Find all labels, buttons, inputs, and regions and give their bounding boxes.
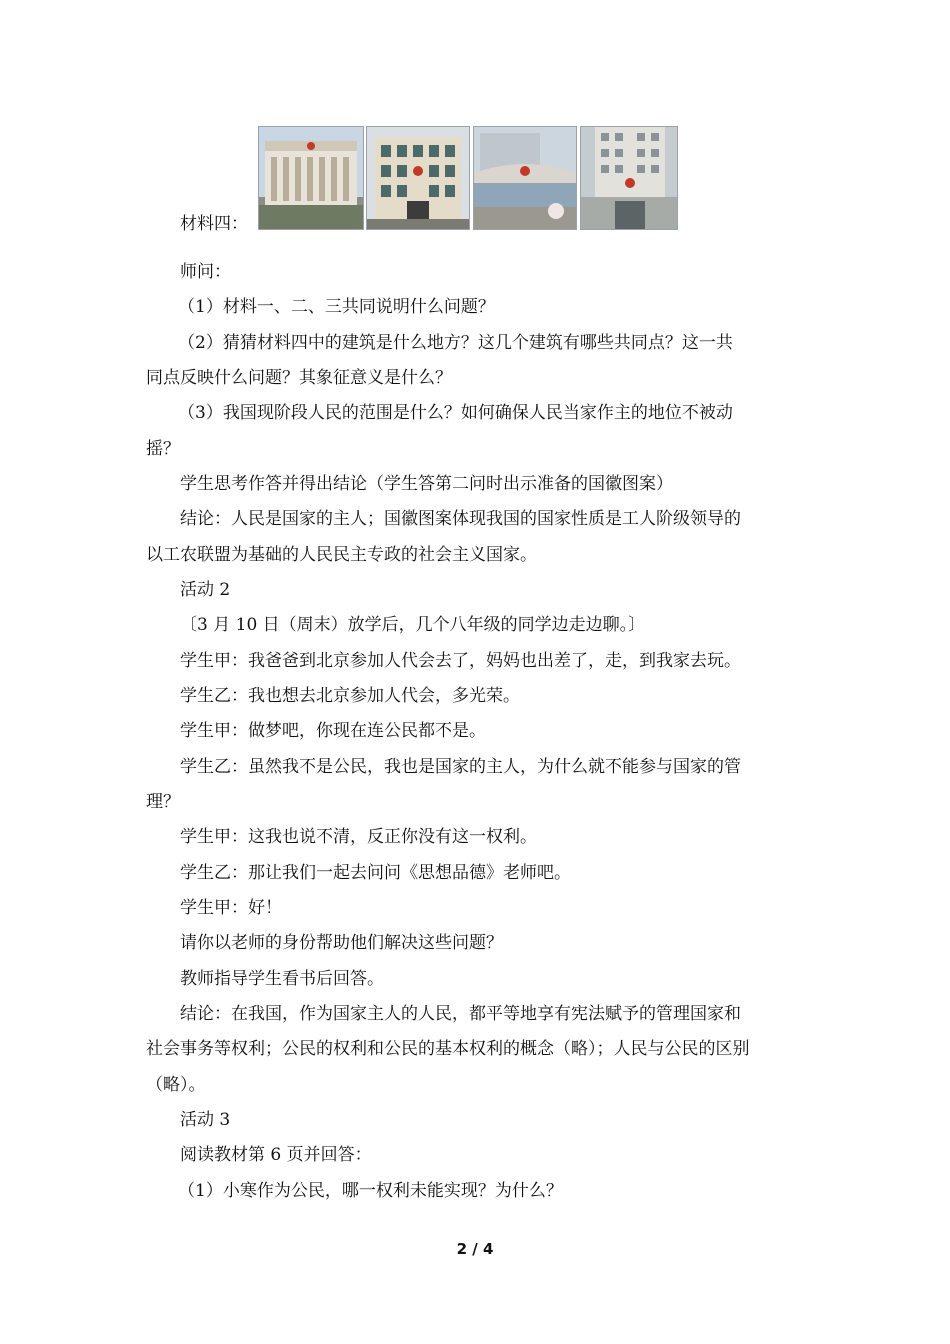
dialogue-line-cont: 理？: [146, 792, 180, 812]
question-2-line-1: （2）猜猜材料四中的建筑是什么地方？这几个建筑有哪些共同点？这一共: [178, 333, 733, 353]
dialogue-line: 学生乙：我也想去北京参加人代会，多光荣。: [180, 686, 520, 706]
task-prompt: 请你以老师的身份帮助他们解决这些问题？: [180, 933, 503, 953]
dialogue-line: 学生甲：我爸爸到北京参加人代会去了，妈妈也出差了，走，到我家去玩。: [180, 651, 741, 671]
conclusion-1-line-1: 结论：人民是国家的主人；国徽图案体现我国的国家性质是工人阶级领导的: [180, 509, 741, 529]
conclusion-1-line-2: 以工农联盟为基础的人民民主专政的社会主义国家。: [146, 545, 537, 565]
reading-instruction: 阅读教材第 6 页并回答：: [180, 1145, 372, 1165]
dialogue-line: 学生甲：做梦吧，你现在连公民都不是。: [180, 721, 486, 741]
conclusion-2-line-2: 社会事务等权利；公民的权利和公民的基本权利的概念（略）；人民与公民的区别: [146, 1039, 750, 1059]
dialogue-line: 学生乙：虽然我不是公民，我也是国家的主人，为什么就不能参与国家的管: [180, 757, 741, 777]
conclusion-2-line-1: 结论：在我国，作为国家主人的人民，都平等地享有宪法赋予的管理国家和: [180, 1004, 741, 1024]
question-3-line-2: 摇？: [146, 439, 180, 459]
student-answer-note: 学生思考作答并得出结论（学生答第二问时出示准备的国徽图案）: [180, 474, 673, 494]
question-2-line-2: 同点反映什么问题？其象征意义是什么？: [146, 368, 452, 388]
question-1: （1）材料一、二、三共同说明什么问题？: [178, 297, 495, 317]
teacher-guidance: 教师指导学生看书后回答。: [180, 969, 384, 989]
dialogue-line: 学生甲：这我也说不清，反正你没有这一权利。: [180, 827, 537, 847]
activity-3-heading: 活动 3: [180, 1110, 231, 1130]
page-number: 2 / 4: [456, 1240, 494, 1258]
activity-3-question-1: （1）小寒作为公民，哪一权利未能实现？为什么？: [178, 1181, 563, 1201]
conclusion-2-line-3: （略）。: [146, 1075, 206, 1095]
dialogue-line: 学生乙：那让我们一起去问问《思想品德》老师吧。: [180, 863, 571, 883]
teacher-question-heading: 师问：: [180, 262, 231, 282]
courthouse-photo-2: [366, 126, 470, 230]
question-3-line-1: （3）我国现阶段人民的范围是什么？如何确保人民当家作主的地位不被动: [178, 403, 733, 423]
courthouse-photo-3: [473, 126, 577, 230]
courthouse-photo-1: [258, 126, 364, 230]
scene-description: 〔3 月 10 日（周末）放学后，几个八年级的同学边走边聊。〕: [180, 615, 646, 635]
activity-2-heading: 活动 2: [180, 580, 231, 600]
material-four-label: 材料四：: [180, 214, 248, 234]
courthouse-photo-4: [580, 126, 678, 230]
dialogue-line: 学生甲：好！: [180, 898, 282, 918]
